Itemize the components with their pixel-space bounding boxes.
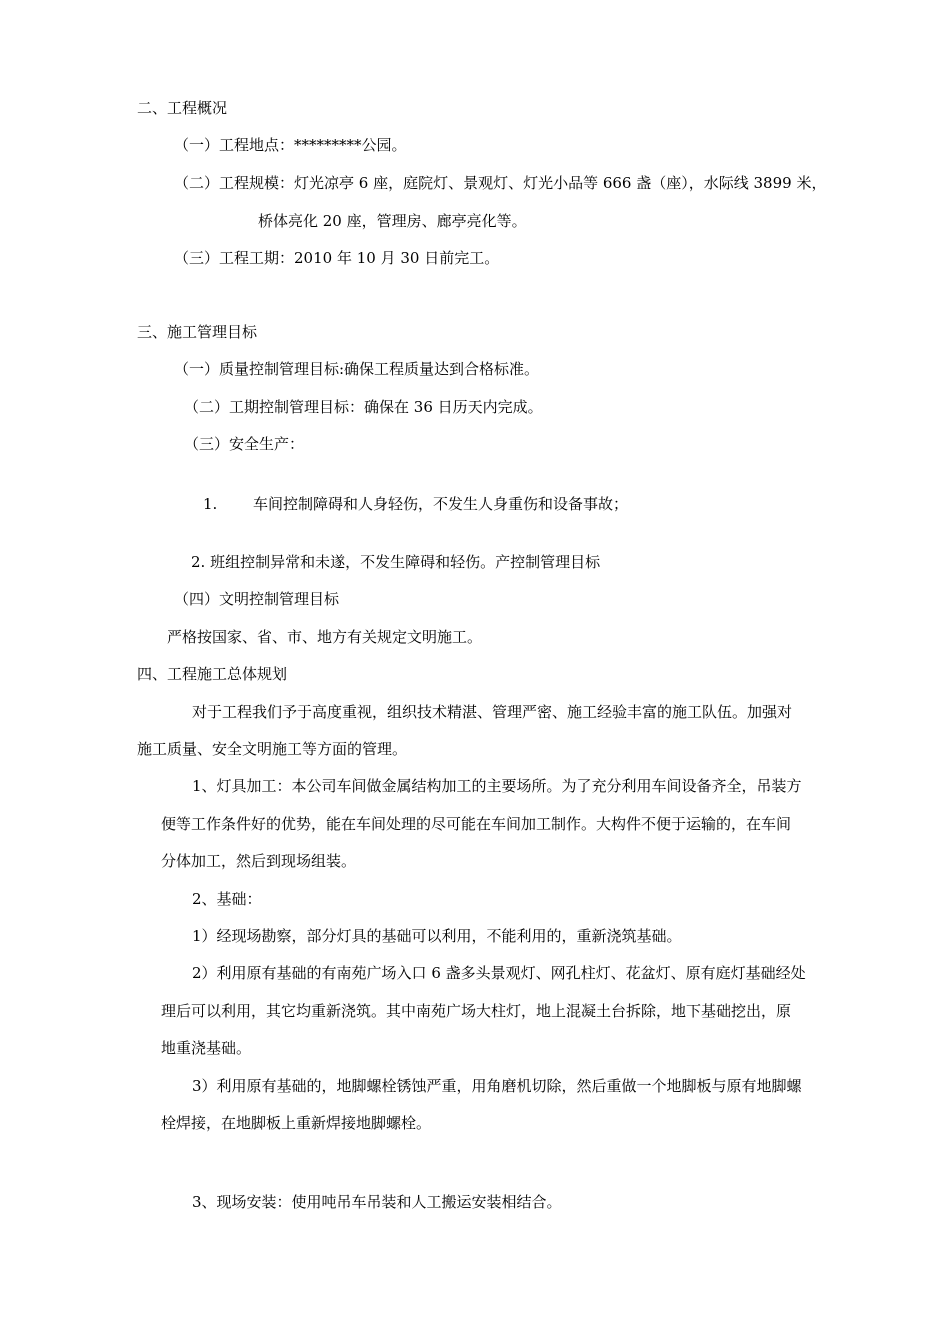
- foundation-item-2-line3: 地重浇基础。: [161, 1039, 252, 1057]
- foundation-item-3-line2: 栓焊接，在地脚板上重新焊接地脚螺栓。: [161, 1114, 432, 1132]
- site-installation: 3、现场安装：使用吨吊车吊装和人工搬运安装相结合。: [192, 1193, 562, 1211]
- safety-item-1-text: 车间控制障碍和人身轻伤，不发生人身重伤和设备事故；: [253, 495, 629, 513]
- fixture-processing-line3: 分体加工，然后到现场组装。: [161, 852, 357, 870]
- project-scale-line1: （二）工程规模：灯光凉亭 6 座，庭院灯、景观灯、灯光小品等 666 盏（座），水际线 3899 米，: [174, 174, 827, 192]
- foundation-item-2-line2: 理后可以利用，其它均重新浇筑。其中南苑广场大柱灯，地上混凝土台拆除，地下基础挖出，原: [161, 1002, 792, 1020]
- safety-item-1-number: 1.: [203, 495, 218, 513]
- safety-item-2: 2. 班组控制异常和未遂，不发生障碍和轻伤。产控制管理目标: [191, 553, 601, 571]
- foundation-item-3-line1: 3）利用原有基础的，地脚螺栓锈蚀严重，用角磨机切除，然后重做一个地脚板与原有地脚螺: [192, 1077, 802, 1095]
- project-duration: （三）工程工期：2010 年 10 月 30 日前完工。: [174, 249, 500, 267]
- foundation-item-2-line1: 2）利用原有基础的有南苑广场入口 6 盏多头景观灯、网孔柱灯、花盆灯、原有庭灯基础经处: [192, 964, 806, 982]
- intro-line2: 施工质量、安全文明施工等方面的管理。: [137, 740, 408, 758]
- fixture-processing-line1: 1、灯具加工：本公司车间做金属结构加工的主要场所。为了充分利用车间设备齐全，吊装方: [192, 777, 802, 795]
- section-2-heading: 二、工程概况: [137, 99, 228, 117]
- foundation-heading: 2、基础：: [192, 890, 262, 908]
- project-location: （一）工程地点：*********公园。: [174, 136, 407, 154]
- quality-target: （一）质量控制管理目标:确保工程质量达到合格标准。: [174, 360, 540, 378]
- section-4-heading: 四、工程施工总体规划: [137, 665, 288, 683]
- civilization-text: 严格按国家、省、市、地方有关规定文明施工。: [167, 628, 483, 646]
- schedule-target: （二）工期控制管理目标：确保在 36 日历天内完成。: [184, 398, 543, 416]
- safety-heading: （三）安全生产：: [184, 435, 305, 453]
- foundation-item-1: 1）经现场勘察，部分灯具的基础可以利用，不能利用的，重新浇筑基础。: [192, 927, 682, 945]
- intro-line1: 对于工程我们予于高度重视，组织技术精湛、管理严密、施工经验丰富的施工队伍。加强对: [192, 703, 793, 721]
- civilization-heading: （四）文明控制管理目标: [174, 590, 340, 608]
- fixture-processing-line2: 便等工作条件好的优势，能在车间处理的尽可能在车间加工制作。大构件不便于运输的，在车间: [161, 815, 792, 833]
- project-scale-line2: 桥体亮化 20 座，管理房、廊亭亮化等。: [258, 212, 527, 230]
- section-3-heading: 三、施工管理目标: [137, 323, 258, 341]
